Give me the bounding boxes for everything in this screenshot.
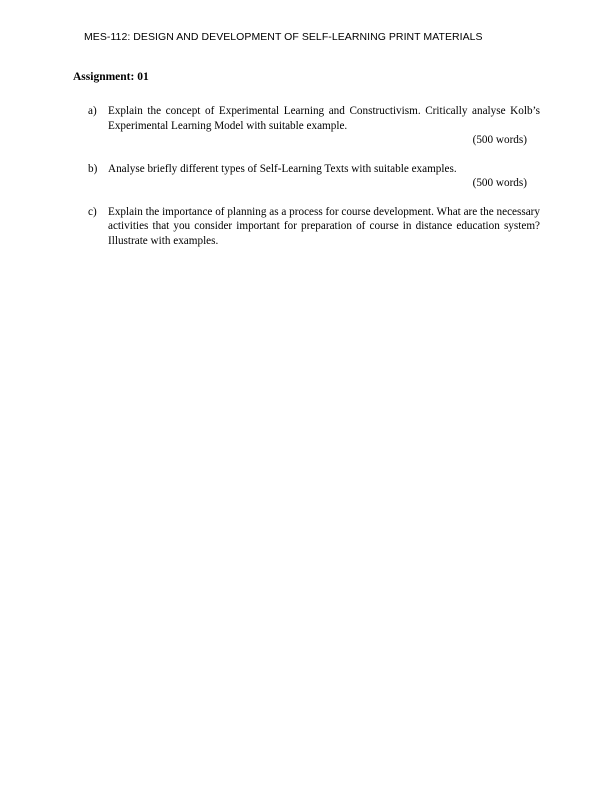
question-c <box>88 205 540 249</box>
word-limit: (500 words) <box>472 134 527 146</box>
question-label: c) <box>88 205 97 218</box>
question-text: Explain the concept of Experimental Learning and Constructivism. Critically analyse Kolb’s Experimental Learning Model with suitable example. <box>108 105 540 132</box>
question-body <box>108 104 540 148</box>
course-title: MES-112: DESIGN AND DEVELOPMENT OF SELF-LEARNING PRINT MATERIALS <box>84 31 483 43</box>
word-limit: (500 words) <box>472 177 527 189</box>
question-b <box>88 162 540 191</box>
assignment-heading: Assignment: 01 <box>73 71 149 83</box>
question-body <box>108 162 540 191</box>
question-body <box>108 205 540 249</box>
question-label: b) <box>88 162 98 175</box>
question-a <box>88 104 540 148</box>
question-list <box>88 104 540 262</box>
question-text: Explain the importance of planning as a process for course development. What are the necessary activities that you consider important for preparation of course in distance education system? Illustrate with examples. <box>108 205 540 247</box>
question-label: a) <box>88 105 97 117</box>
question-text: Analyse briefly different types of Self-Learning Texts with suitable examples. <box>108 162 457 175</box>
